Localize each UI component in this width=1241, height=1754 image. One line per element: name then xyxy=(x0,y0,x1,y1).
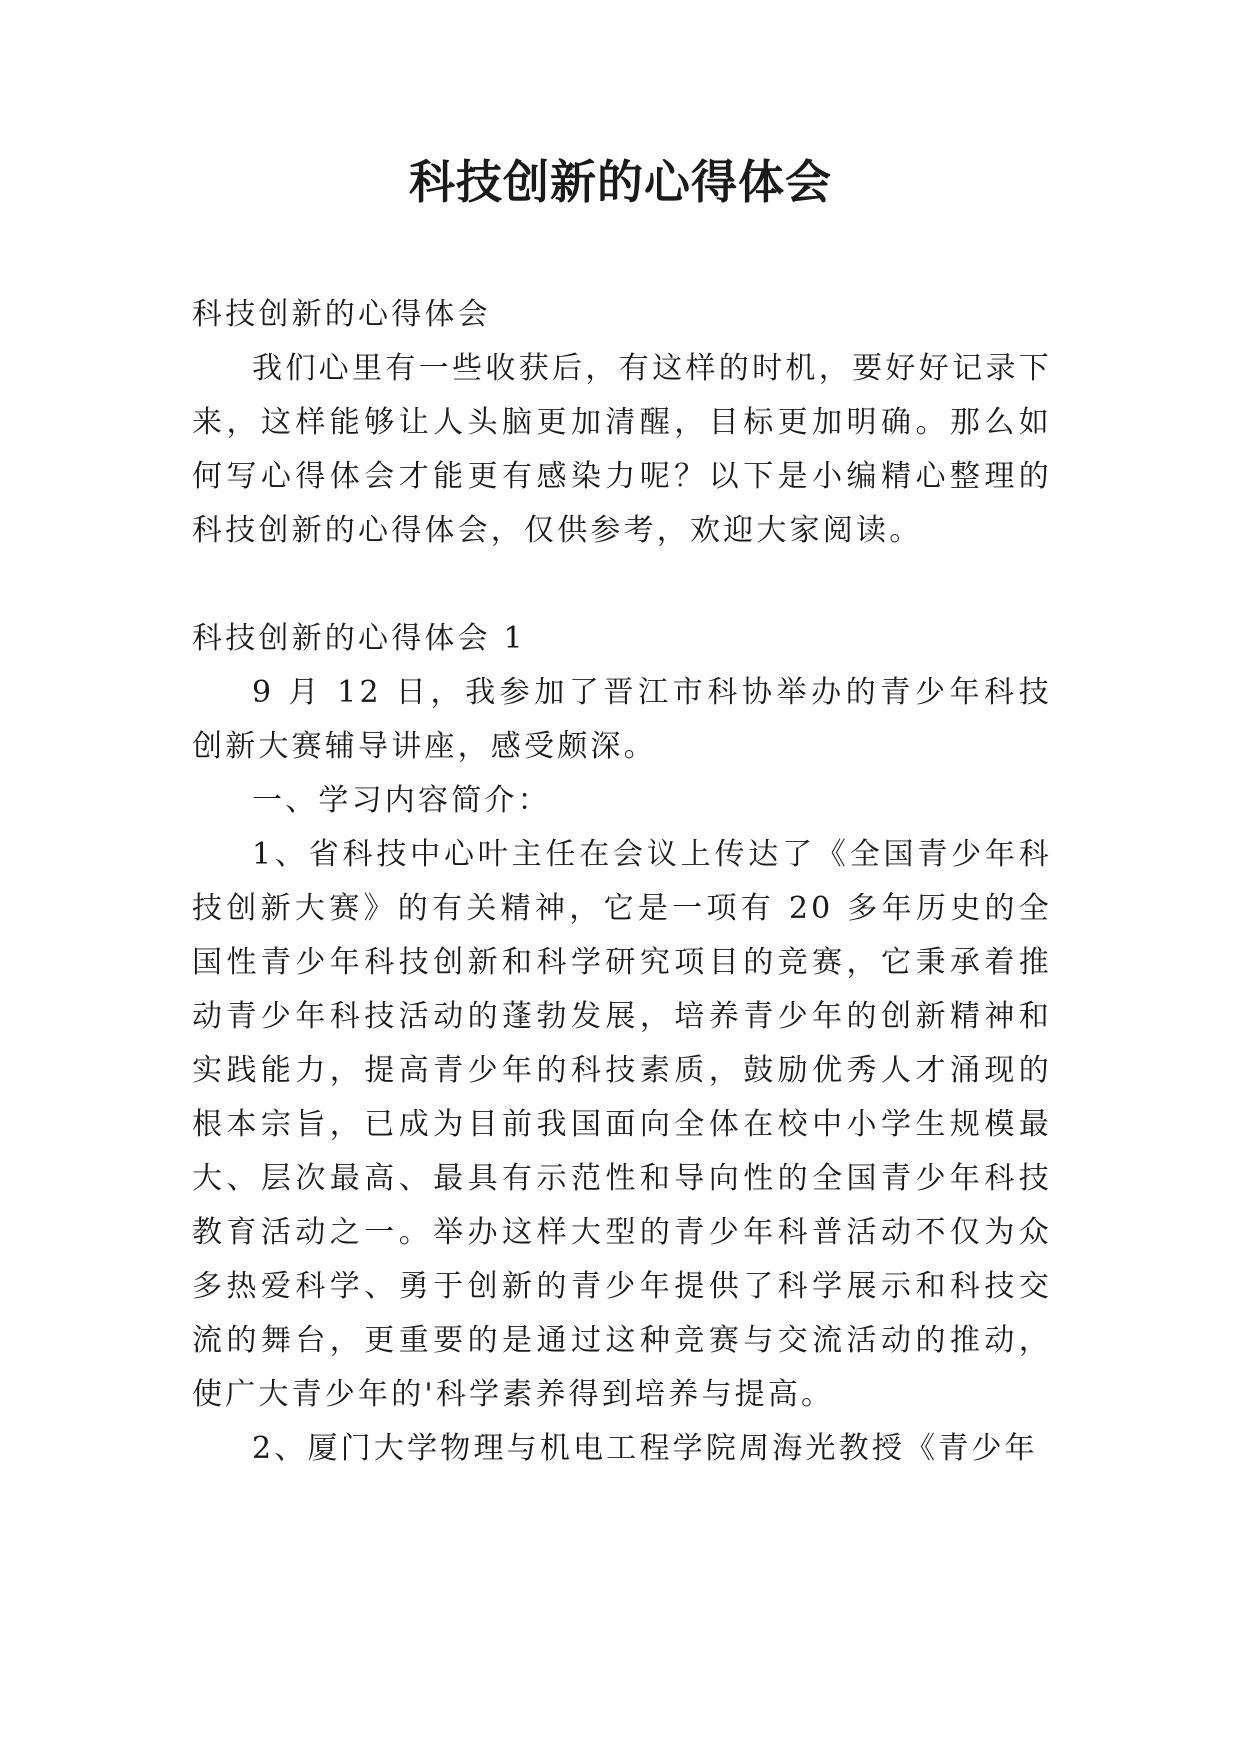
section-spacer xyxy=(192,558,1052,612)
document-title: 科技创新的心得体会 xyxy=(409,155,832,209)
document-body xyxy=(192,288,1052,1476)
paragraph-item-2: 2、厦门大学物理与机电工程学院周海光教授《青少年 xyxy=(252,1431,1038,1466)
intro-paragraph: 我们心里有一些收获后，有这样的时机，要好好记录下来，这样能够让人头脑更加清醒，目标更加明确。那么如何写心得体会才能更有感染力呢？以下是小编精心整理的科技创新的心得体会，仅供参考，欢迎大家阅读。 xyxy=(192,351,1052,548)
section-heading: 科技创新的心得体会 1 xyxy=(192,621,526,656)
paragraph-subheading: 一、学习内容简介： xyxy=(252,783,551,818)
intro-heading: 科技创新的心得体会 xyxy=(192,297,491,332)
paragraph-date: 9 月 12 日，我参加了晋江市科协举办的青少年科技创新大赛辅导讲座，感受颇深。 xyxy=(192,675,1052,764)
paragraph-item-1: 1、省科技中心叶主任在会议上传达了《全国青少年科技创新大赛》的有关精神，它是一项有 20 多年历史的全国性青少年科技创新和科学研究项目的竞赛，它秉承着推动青少年科技活动的蓬勃发展，培养青少年的创新精神和实践能力，提高青少年的科技素质，鼓励优秀人才涌现的根本宗旨，已成为目前我国面向全体在校中小学生规模最大、层次最高、最具有示范性和导向性的全国青少年科技教育活动之一。举办这样大型的青少年科普活动不仅为众多热爱科学、勇于创新的青少年提供了科学展示和科技交流的舞台，更重要的是通过这种竞赛与交流活动的推动，使广大青少年的'科学素养得到培养与提高。 xyxy=(192,837,1052,1412)
